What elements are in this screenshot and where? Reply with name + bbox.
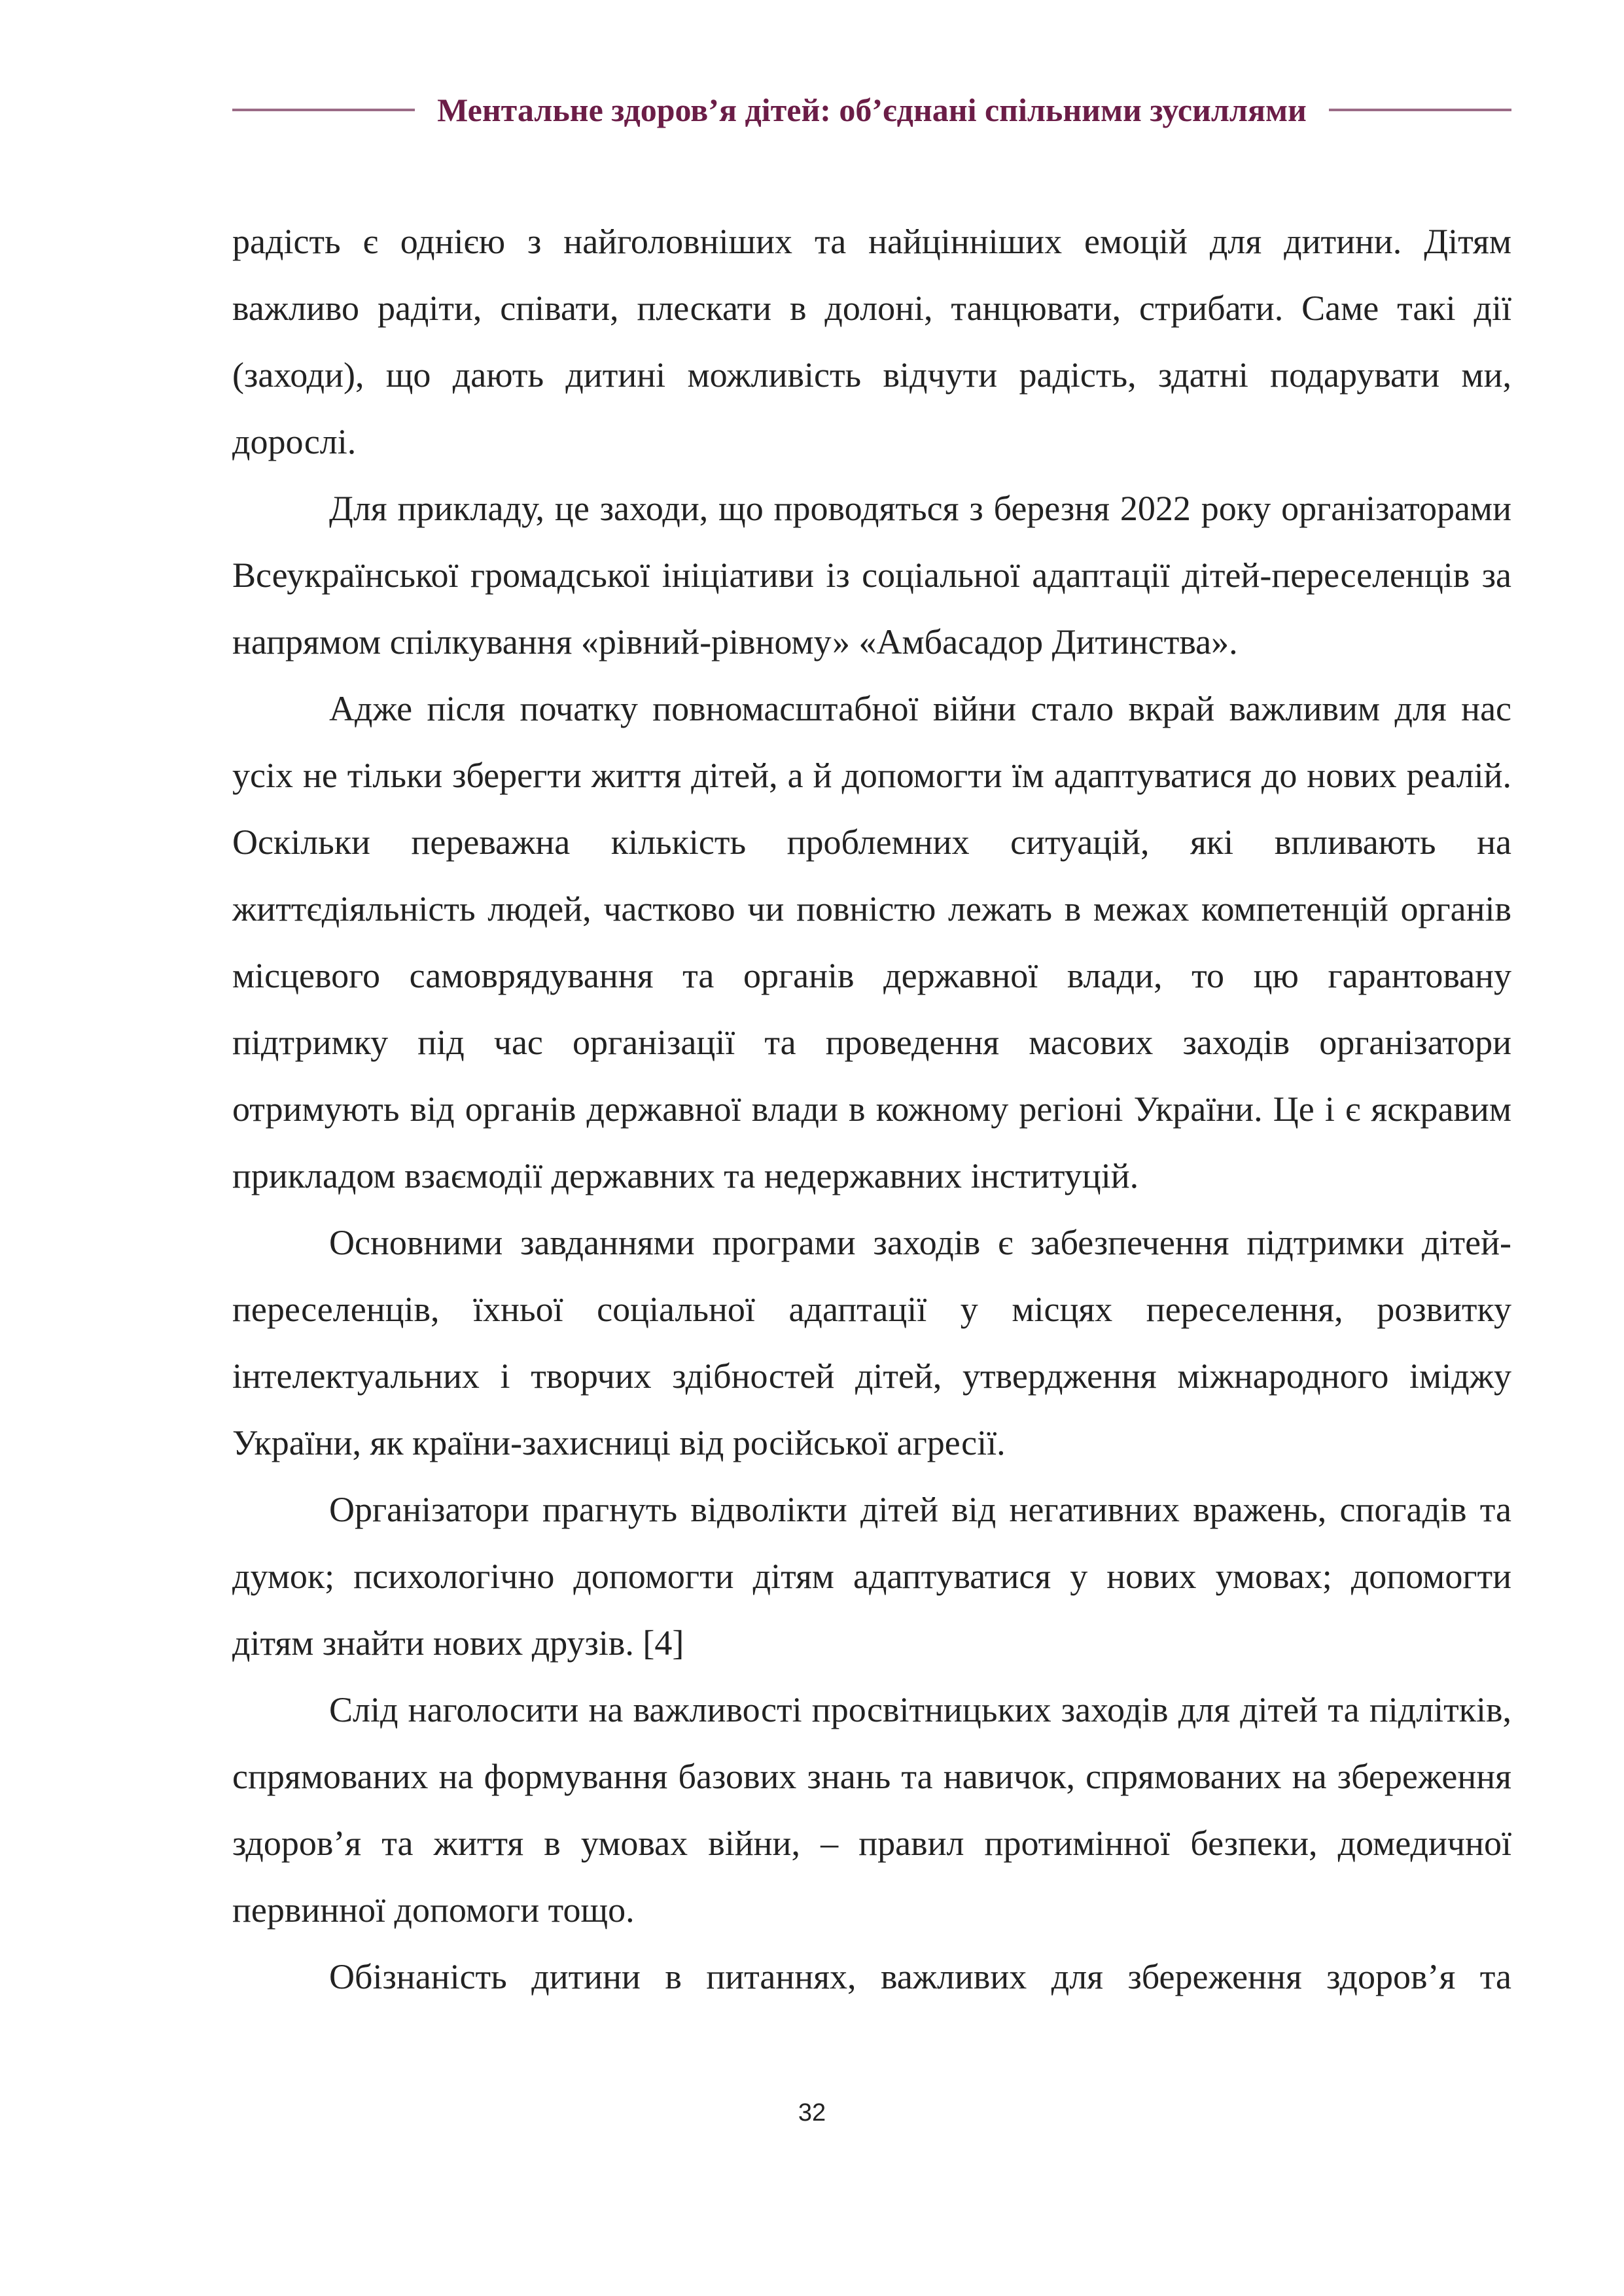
paragraph: Адже після початку повномасштабної війни стало вкрай важливим для нас усіх не тільки зберегти життя дітей, а й допомогти їм адаптуватися до нових реалій. Оскільки переважна кількість проблемних ситуацій, які впливають на життєдіяльність людей, частково чи повністю лежать в межах компетенцій органів місцевого самоврядування та органів державної влади, то цю гарантовану підтримку під час організації та проведення масових заходів організатори отримують від органів державної влади в кожному регіоні України. Це і є яскравим прикладом взаємодії державних та недержавних інституцій. [232, 689, 1511, 1195]
header-rule-right [1329, 109, 1511, 111]
paragraph: Організатори прагнуть відволікти дітей від негативних вражень, спогадів та думок; психологічно допомогти дітям адаптуватися у нових умовах; допомогти дітям знайти нових друзів. [4] [232, 1490, 1511, 1663]
paragraph: Для прикладу, це заходи, що проводяться з березня 2022 року організаторами Всеукраїнської громадської ініціативи із соціальної адаптації дітей-переселенців за напрямом спілкування «рівний-рівному» «Амбасадор Дитинства». [232, 489, 1511, 662]
header-title: Ментальне здоров’я дітей: об’єднані спільними зусиллями [437, 92, 1307, 128]
body-text [232, 208, 1511, 2010]
header-rule-left [232, 109, 415, 111]
paragraph-last: Обізнаність дитини в питаннях, важливих для збереження здоров’я та [329, 1957, 1511, 1996]
paragraph-continuation: радість є однією з найголовніших та найцінніших емоцій для дитини. Дітям важливо радіти, співати, плескати в долоні, танцювати, стрибати. Саме такі дії (заходи), що дають дитині можливість відчути радість, здатні подарувати ми, дорослі. [232, 222, 1511, 461]
running-header [232, 84, 1511, 136]
paragraph: Основними завданнями програми заходів є забезпечення підтримки дітей-переселенців, їхньої соціальної адаптації у місцях переселення, розвитку інтелектуальних і творчих здібностей дітей, утвердження міжнародного іміджу України, як країни-захисниці від російської агресії. [232, 1223, 1511, 1462]
page-number: 32 [798, 2099, 826, 2127]
paragraph: Слід наголосити на важливості просвітницьких заходів для дітей та підлітків, спрямованих на формування базових знань та навичок, спрямованих на збереження здоров’я та життя в умовах війни, – правил протимінної безпеки, домедичної первинної допомоги тощо. [232, 1690, 1511, 1930]
